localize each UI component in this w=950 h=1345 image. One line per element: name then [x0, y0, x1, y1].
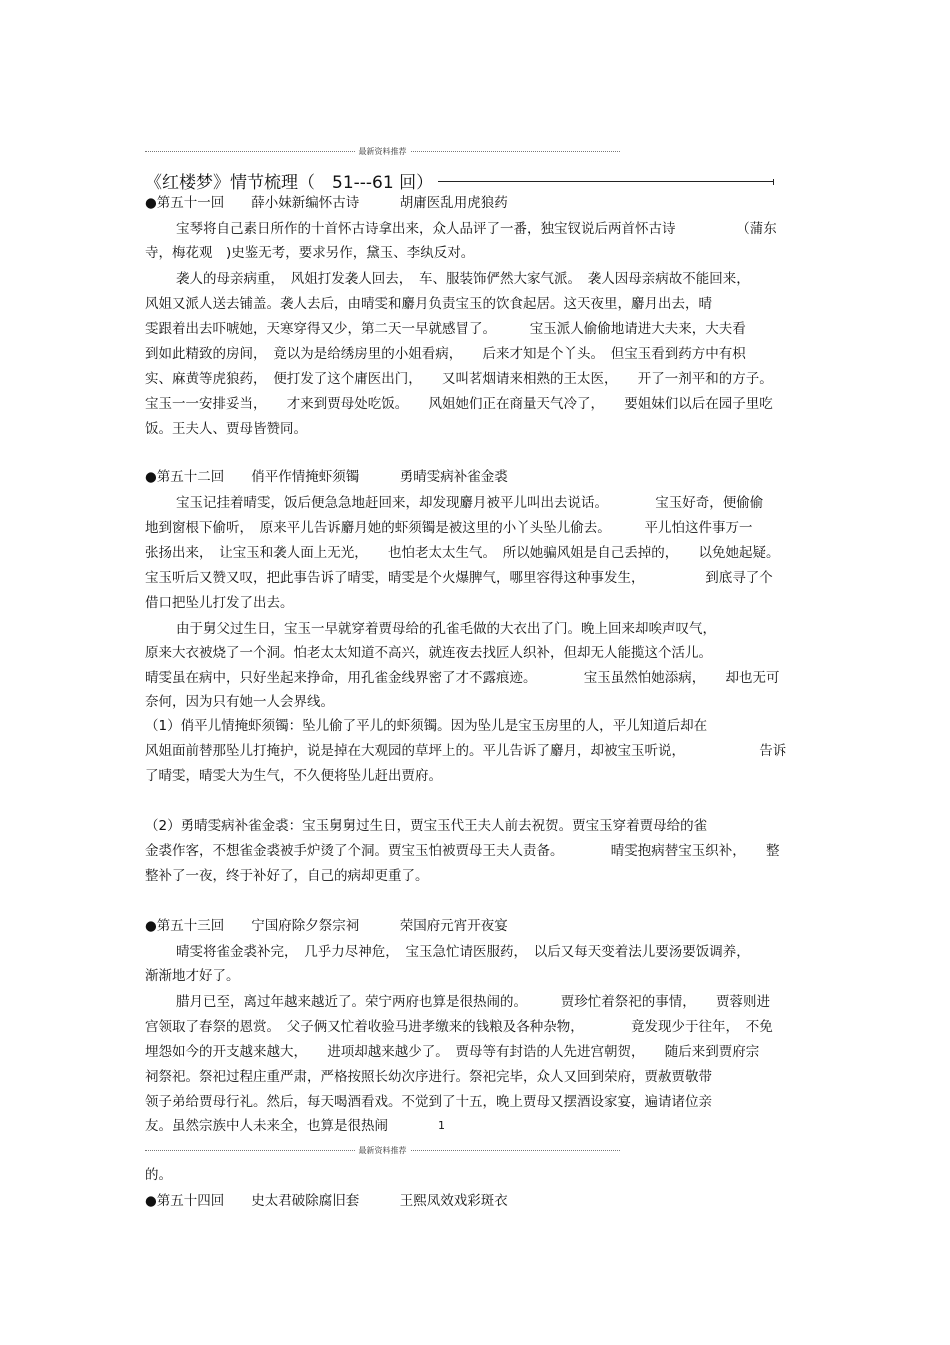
- chapter-heading: ●第五十二回 俏平作情掩虾须镯 勇晴雯病补雀金裘: [145, 469, 508, 485]
- text-line: 风姐面前替那坠儿打掩护，说是掉在大观园的草坪上的。平儿告诉了麝月，却被宝玉听说， 告诉: [145, 743, 787, 759]
- text-line: 了晴雯，晴雯大为生气，不久便将坠儿赶出贾府。: [145, 768, 442, 784]
- text-line: （1）俏平儿情掩虾须镯：坠儿偷了平儿的虾须镯。因为坠儿是宝玉房里的人，平儿知道后却在: [145, 718, 708, 734]
- text-line: 借口把坠儿打发了出去。: [145, 595, 294, 611]
- text-line: 袭人的母亲病重， 风姐打发袭人回去， 车、服装饰俨然大家气派。 袭人因母亲病故不能回来，: [176, 271, 750, 287]
- text-line: 雯跟着出去吓唬她，天寒穿得又少，第二天一早就感冒了。 宝玉派人偷偷地请进大夫来，大夫看: [145, 321, 746, 337]
- dotted-rule: [411, 1150, 621, 1151]
- title-underline-end: [773, 179, 774, 185]
- text-line: 整补了一夜，终于补好了，自己的病却更重了。: [145, 868, 429, 884]
- chapter-heading: ●第五十一回 薛小妹新编怀古诗 胡庸医乱用虎狼药: [145, 195, 508, 211]
- text-line: 宝玉听后又赞又叹，把此事告诉了晴雯，晴雯是个火爆脾气，哪里容得这种事发生， 到底寻了个: [145, 570, 773, 586]
- text-line: 由于舅父过生日，宝玉一早就穿着贾母给的孔雀毛做的大衣出了门。晚上回来却唉声叹气，: [176, 621, 716, 637]
- text-line: 宝玉记挂着晴雯，饭后便急急地赶回来，却发现麝月被平儿叫出去说话。 宝玉好奇，便偷偷: [176, 495, 764, 511]
- text-line: 奈何，因为只有她一人会界线。: [145, 694, 334, 710]
- dotted-rule: [411, 151, 621, 152]
- page-number: 1: [438, 1119, 445, 1132]
- text-line: 饭。王夫人、贾母皆赞同。: [145, 421, 307, 437]
- text-line: 宝琴将自己素日所作的十首怀古诗拿出来，众人品评了一番，独宝钗说后两首怀古诗 （蒲东: [176, 221, 777, 237]
- text-line: 金裘作客，不想雀金裘被手炉烫了个洞。贾宝玉怕被贾母王夫人责备。 晴雯抱病替宝玉织补， 整: [145, 843, 780, 859]
- text-line: 实、麻黄等虎狼药， 便打发了这个庸医出门， 又叫茗烟请来相熟的王太医， 开了一剂平和的方子。: [145, 371, 773, 387]
- header-banner: [145, 145, 620, 157]
- dotted-rule: [145, 151, 355, 152]
- text-line: 的。: [145, 1167, 172, 1183]
- title-underline: [438, 181, 773, 182]
- chapter-heading: ●第五十四回 史太君破除腐旧套 王熙凤效戏彩斑衣: [145, 1193, 508, 1209]
- dotted-rule: [145, 1150, 355, 1151]
- text-line: 原来大衣被烧了一个洞。怕老太太知道不高兴，就连夜去找匠人织补，但却无人能揽这个活儿。: [145, 645, 712, 661]
- text-line: 友。虽然宗族中人未来全，也算是很热闹: [145, 1118, 388, 1134]
- text-line: 晴雯将雀金裘补完， 几乎力尽神危， 宝玉急忙请医服药， 以后又每天变着法儿要汤要饭调养，: [176, 944, 750, 960]
- text-line: （2）勇晴雯病补雀金裘：宝玉舅舅过生日，贾宝玉代王夫人前去祝贺。贾宝玉穿着贾母给的雀: [145, 818, 708, 834]
- text-line: 渐渐地才好了。: [145, 968, 240, 984]
- text-line: 张扬出来， 让宝玉和袭人面上无光， 也怕老太太生气。 所以她骗风姐是自己丢掉的， 以免她起疑。: [145, 545, 780, 561]
- text-line: 宫领取了春祭的恩赏。 父子俩又忙着收验马进孝缴来的钱粮及各种杂物， 竟发现少于往年， 不免: [145, 1019, 773, 1035]
- text-line: 寺，梅花观 )史鉴无考，要求另作，黛玉、李纨反对。: [145, 245, 475, 261]
- document-title: 《红楼梦》情节梳理（ 51---61 回）: [145, 173, 434, 193]
- text-line: 晴雯虽在病中，只好坐起来挣命，用孔雀金线界密了才不露痕迹。 宝玉虽然怕她添病， 却也无可: [145, 670, 780, 686]
- text-line: 风姐又派人送去铺盖。袭人去后，由晴雯和麝月负责宝玉的饮食起居。这天夜里，麝月出去，晴: [145, 296, 712, 312]
- text-line: 到如此精致的房间， 竟以为是给绣房里的小姐看病， 后来才知是个丫头。 但宝玉看到药方中有枳: [145, 346, 746, 362]
- footer-banner: [145, 1144, 620, 1156]
- text-line: 宝玉一一安排妥当， 才来到贾母处吃饭。 风姐她们正在商量天气冷了， 要姐妹们以后在园子里吃: [145, 396, 773, 412]
- chapter-heading: ●第五十三回 宁国府除夕祭宗祠 荣国府元宵开夜宴: [145, 918, 508, 934]
- text-line: 腊月已至，离过年越来越近了。荣宁两府也算是很热闹的。 贾珍忙着祭祀的事情， 贾蓉则进: [176, 994, 770, 1010]
- text-line: 领子弟给贾母行礼。然后，每天喝酒看戏。不觉到了十五，晚上贾母又摆酒设家宴，遍请诸位亲: [145, 1094, 712, 1110]
- banner-text: 最新资料推荐: [358, 1145, 407, 1155]
- text-line: 地到窗根下偷听， 原来平儿告诉麝月她的虾须镯是被这里的小丫头坠儿偷去。 平儿怕这件事万一: [145, 520, 753, 536]
- text-line: 埋怨如今的开支越来越大， 进项却越来越少了。 贾母等有封诰的人先进宫朝贺， 随后来到贾府宗: [145, 1044, 760, 1060]
- text-line: 祠祭祀。祭祀过程庄重严肃，严格按照长幼次序进行。祭祀完毕，众人又回到荣府，贾赦贾敬带: [145, 1069, 712, 1085]
- banner-text: 最新资料推荐: [358, 146, 407, 156]
